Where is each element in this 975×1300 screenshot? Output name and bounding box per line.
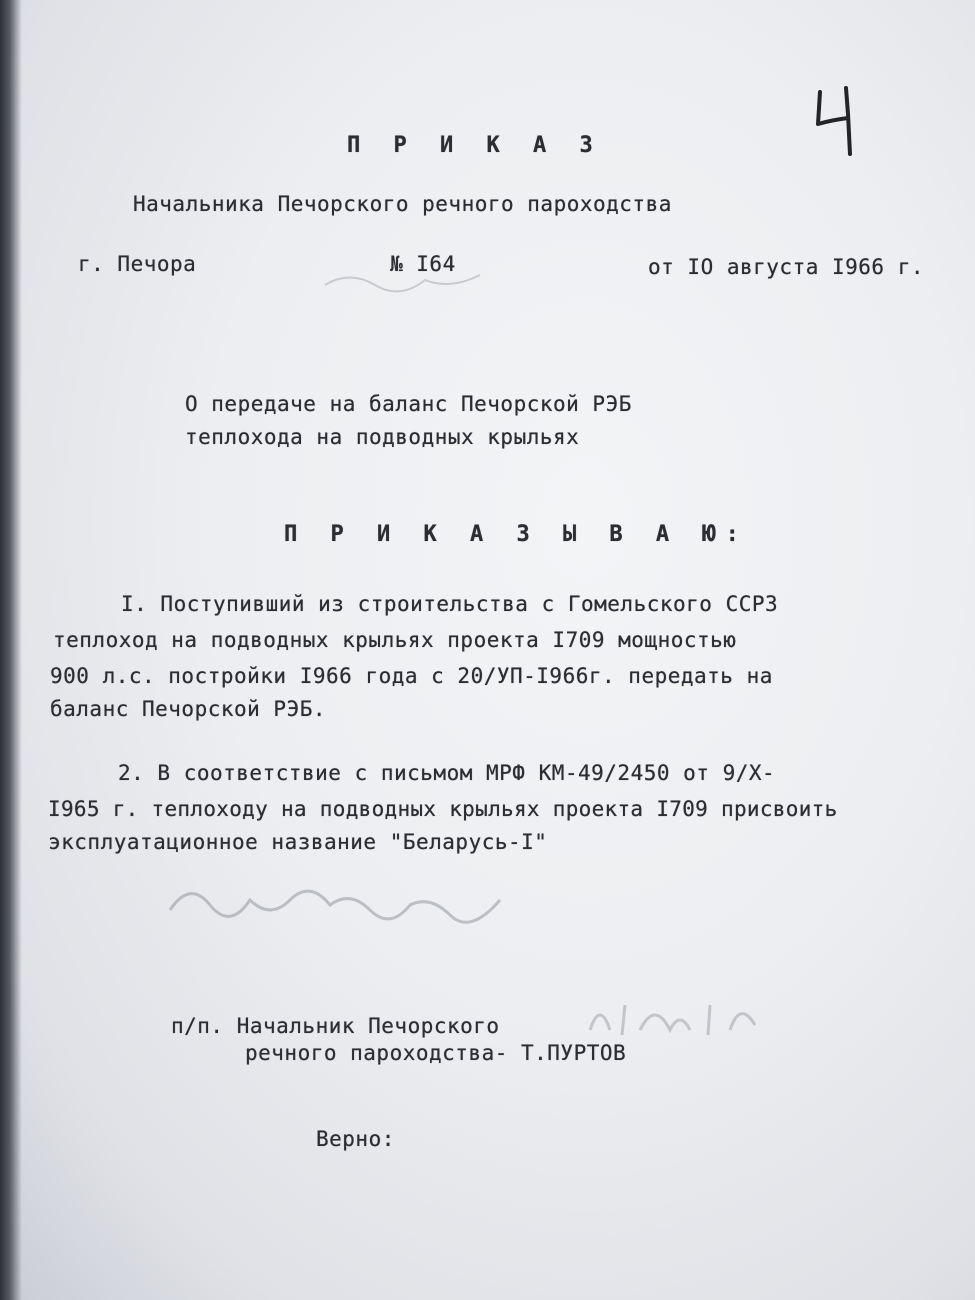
item-2-line-1: 2. В соответствие с письмом МРФ КМ-49/2450 от 9/Х- [118, 761, 776, 785]
order-date: от IO августа I966 г. [648, 255, 925, 279]
order-number: № I64 [390, 252, 456, 276]
issuer-line: Начальника Печорского речного пароходства [133, 192, 672, 216]
item-1-line-2: теплоход на подводных крыльях проекта I709 мощностью [53, 628, 737, 652]
verified-label: Верно: [316, 1127, 395, 1151]
binding-shadow [0, 0, 22, 1300]
signature-line-2: речного пароходства- Т.ПУРТОВ [245, 1041, 627, 1065]
item-1-line-3: 900 л.с. постройки I966 года с 20/УП-I966г. передать на [50, 664, 773, 688]
item-1-line-4: баланс Печорской РЭБ. [50, 697, 327, 721]
order-heading: П Р И К А З Ы В А Ю: [284, 522, 749, 547]
subject-line-2: теплохода на подводных крыльях [185, 425, 580, 449]
item-1-line-1: I. Поступивший из строительства с Гомельского ССРЗ [121, 592, 779, 616]
handwritten-page-number [812, 84, 862, 159]
item-2-line-3: эксплуатационное название "Беларусь-I" [48, 830, 548, 854]
bleed-through-handwriting [160, 860, 540, 960]
subject-line-1: О передаче на баланс Печорской РЭБ [185, 392, 632, 416]
city: г. Печора [78, 252, 197, 276]
document-title: П Р И К А З [347, 133, 603, 158]
item-2-line-2: I965 г. теплоходу на подводных крыльях проекта I709 присвоить [48, 797, 838, 821]
signature-line-1: п/п. Начальник Печорского [171, 1014, 500, 1038]
